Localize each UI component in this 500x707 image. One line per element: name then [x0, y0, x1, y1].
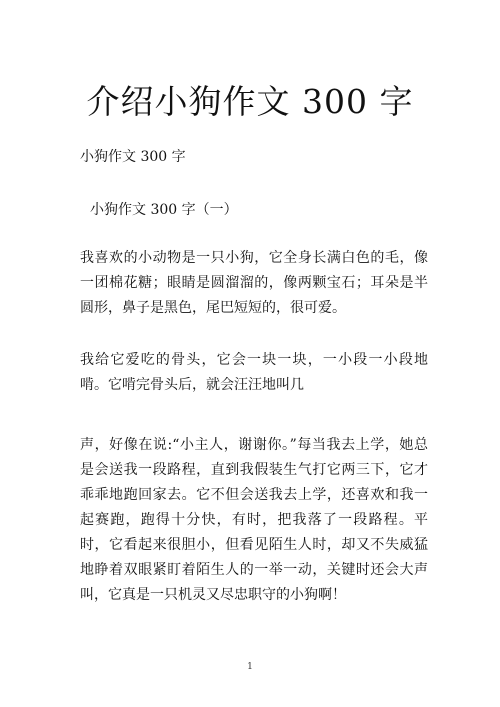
page-number: 1 [247, 662, 253, 672]
section-heading: 小狗作文 300 字（一） [90, 202, 238, 218]
document-subtitle: 小狗作文 300 字 [80, 149, 186, 165]
paragraph-1: 我喜欢的小动物是一只小狗，它全身长满白色的毛，像一团棉花糖；眼睛是圆溜溜的，像两颗宝石；耳朵是半圆形，鼻子是黑色，尾巴短短的，很可爱。 [80, 250, 428, 316]
paragraph-2: 我给它爱吃的骨头，它会一块一块，一小段一小段地啃。它啃完骨头后，就会汪汪地叫几 [80, 352, 428, 393]
paragraph-3: 声，好像在说:“小主人，谢谢你。”每当我去上学，她总是会送我一段路程，直到我假装生气打它两三下，它才乖乖地跑回家去。它不但会送我去上学，还喜欢和我一起赛跑，跑得十分快，有时，把我落了一段路程。平时，它看起来很胆小，但看见陌生人时，却又不失威猛地睁着双眼紧盯着陌生人的一举一动，关键时还会大声叫，它真是一只机灵又尽忠职守的小狗啊！ [80, 437, 428, 603]
document-title: 介绍小狗作文 300 字 [86, 82, 414, 121]
